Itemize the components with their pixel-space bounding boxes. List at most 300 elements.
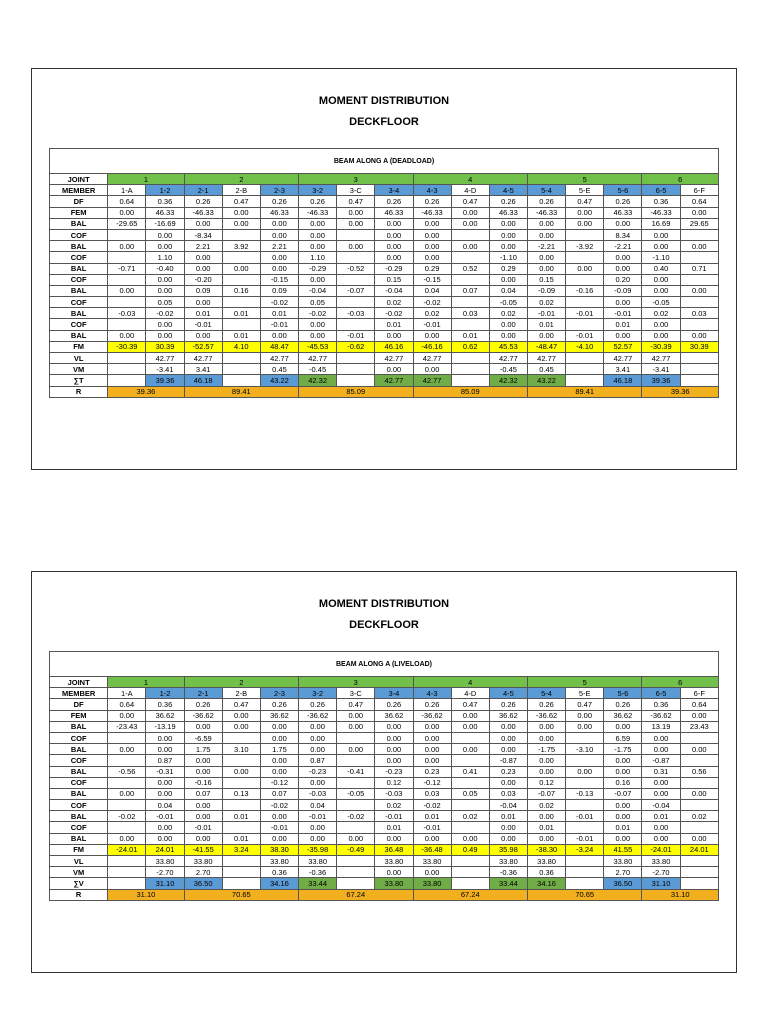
cell: 0.00 [413, 218, 451, 229]
cell: 0.00 [680, 330, 718, 341]
row-label: BAL [50, 218, 108, 229]
cell: -2.21 [527, 241, 565, 252]
cell: 0.00 [489, 732, 527, 743]
cell: -0.02 [337, 811, 375, 822]
cell: 0.00 [680, 710, 718, 721]
cell [108, 229, 146, 240]
reaction-value: 31.10 [642, 889, 719, 900]
reaction-value: 89.41 [527, 386, 641, 397]
cell [680, 229, 718, 240]
joint-6: 6 [642, 174, 719, 185]
cell: -0.02 [260, 297, 298, 308]
cell: 0.00 [260, 252, 298, 263]
cell: 0.87 [146, 755, 184, 766]
member-2-b: 2-B [222, 185, 260, 196]
cell: -0.02 [299, 308, 337, 319]
cell: 33.80 [604, 856, 642, 867]
cell: 0.01 [604, 319, 642, 330]
cell: 2.70 [604, 867, 642, 878]
cell [451, 822, 489, 833]
cell: 0.00 [146, 744, 184, 755]
row-label: VM [50, 364, 108, 375]
moment-table [49, 148, 719, 398]
cell: 4.10 [222, 341, 260, 352]
cell [566, 274, 604, 285]
cell: 42.77 [527, 353, 565, 364]
row-label: VM [50, 867, 108, 878]
cell: 0.23 [413, 766, 451, 777]
cell [451, 375, 489, 386]
row-label: BAL [50, 308, 108, 319]
member-3-4: 3-4 [375, 185, 413, 196]
cell [566, 822, 604, 833]
row-label: DF [50, 699, 108, 710]
member-4-d: 4-D [451, 185, 489, 196]
cell: 0.40 [642, 263, 680, 274]
cell: -41.55 [184, 844, 222, 855]
cell: 0.00 [566, 207, 604, 218]
cell: 0.00 [184, 252, 222, 263]
cell: -0.71 [108, 263, 146, 274]
cell: 0.01 [222, 811, 260, 822]
member-5-6: 5-6 [604, 688, 642, 699]
cell: 0.26 [413, 699, 451, 710]
cell: 0.12 [527, 777, 565, 788]
cell: -0.03 [299, 788, 337, 799]
cell: 6.59 [604, 732, 642, 743]
cell: 0.00 [604, 766, 642, 777]
cell: 0.62 [451, 341, 489, 352]
cell: 46.33 [375, 207, 413, 218]
cell [337, 364, 375, 375]
deadload-panel [31, 68, 737, 470]
cell: 42.77 [489, 353, 527, 364]
table-title: BEAM ALONG A (DEADLOAD) [50, 149, 719, 174]
cell: 46.33 [146, 207, 184, 218]
cell: -0.45 [489, 364, 527, 375]
cell: 0.87 [299, 755, 337, 766]
cell: 0.00 [108, 710, 146, 721]
cell [108, 297, 146, 308]
cell: 0.01 [642, 811, 680, 822]
cell: -0.01 [184, 822, 222, 833]
cell [222, 274, 260, 285]
cell: -0.09 [527, 285, 565, 296]
cell: 0.00 [222, 207, 260, 218]
member-4-5: 4-5 [489, 185, 527, 196]
joint-row [50, 677, 719, 688]
cell: 0.00 [489, 229, 527, 240]
cell: 0.15 [375, 274, 413, 285]
cell [337, 252, 375, 263]
cell: 0.01 [527, 822, 565, 833]
cell: -36.62 [413, 710, 451, 721]
cell: 0.45 [527, 364, 565, 375]
cell: 0.00 [489, 330, 527, 341]
cell: 0.15 [527, 274, 565, 285]
cell: 0.00 [299, 218, 337, 229]
member-4-d: 4-D [451, 688, 489, 699]
cell: -0.05 [642, 297, 680, 308]
cell: 0.02 [527, 800, 565, 811]
cell: 0.00 [642, 274, 680, 285]
cell: 0.00 [260, 263, 298, 274]
cell: 39.36 [146, 375, 184, 386]
cell [108, 364, 146, 375]
cell: 0.00 [642, 822, 680, 833]
cell: -0.62 [337, 341, 375, 352]
cell: 3.24 [222, 844, 260, 855]
cell: 0.00 [489, 218, 527, 229]
cell: -48.47 [527, 341, 565, 352]
cell: 33.44 [299, 878, 337, 889]
cell: 0.00 [299, 777, 337, 788]
cell [222, 777, 260, 788]
cell: 43.22 [527, 375, 565, 386]
cell: 0.07 [451, 285, 489, 296]
cell: 0.00 [527, 229, 565, 240]
cell: 0.00 [604, 755, 642, 766]
cell: -35.98 [299, 844, 337, 855]
cell: 0.00 [413, 744, 451, 755]
cell: -0.56 [108, 766, 146, 777]
cell: 42.32 [299, 375, 337, 386]
cell: -0.01 [260, 822, 298, 833]
cell: -3.41 [642, 364, 680, 375]
cell [566, 867, 604, 878]
cell [680, 822, 718, 833]
row-df [50, 196, 719, 207]
row-bal [50, 308, 719, 319]
cell: -52.57 [184, 341, 222, 352]
cell: 0.00 [184, 766, 222, 777]
cell: 36.62 [146, 710, 184, 721]
cell: 0.04 [489, 285, 527, 296]
cell: 0.00 [146, 822, 184, 833]
cell [451, 732, 489, 743]
cell: 0.01 [489, 811, 527, 822]
cell: 0.00 [489, 833, 527, 844]
cell: 0.00 [184, 330, 222, 341]
member-4-3: 4-3 [413, 688, 451, 699]
table-title: BEAM ALONG A (LIVELOAD) [50, 652, 719, 677]
row-bal [50, 721, 719, 732]
cell: -0.07 [604, 788, 642, 799]
row-label: COF [50, 755, 108, 766]
cell: 0.00 [299, 732, 337, 743]
cell: 0.00 [337, 744, 375, 755]
row-v [50, 878, 719, 889]
cell [222, 800, 260, 811]
cell: 0.00 [146, 241, 184, 252]
cell: 0.00 [680, 285, 718, 296]
cell: -0.04 [375, 285, 413, 296]
cell: 0.16 [604, 777, 642, 788]
cell: 0.00 [299, 833, 337, 844]
cell: 0.26 [604, 196, 642, 207]
cell [222, 867, 260, 878]
cell: 0.00 [451, 833, 489, 844]
cell: 0.03 [489, 788, 527, 799]
row-t [50, 375, 719, 386]
cell: 0.64 [680, 196, 718, 207]
row-df [50, 699, 719, 710]
cell: 36.48 [375, 844, 413, 855]
cell: 2.21 [260, 241, 298, 252]
cell [108, 867, 146, 878]
panel-subtitle: DECKFLOOR [349, 116, 419, 128]
joint-5: 5 [527, 677, 641, 688]
cell: 0.00 [375, 755, 413, 766]
row-label: BAL [50, 721, 108, 732]
cell: 31.10 [642, 878, 680, 889]
cell: 0.00 [413, 833, 451, 844]
cell: 0.00 [184, 833, 222, 844]
cell: 0.00 [642, 241, 680, 252]
cell [108, 777, 146, 788]
cell: 0.00 [527, 755, 565, 766]
cell: 0.00 [604, 252, 642, 263]
cell: 0.47 [451, 699, 489, 710]
cell: -0.02 [108, 811, 146, 822]
cell: 45.53 [489, 341, 527, 352]
cell: 0.00 [146, 285, 184, 296]
cell: 0.00 [604, 330, 642, 341]
cell: 0.00 [489, 241, 527, 252]
cell: -30.39 [642, 341, 680, 352]
member-label: MEMBER [50, 688, 108, 699]
member-6-f: 6-F [680, 185, 718, 196]
cell: -0.03 [337, 308, 375, 319]
cell [337, 777, 375, 788]
cell: 0.00 [413, 241, 451, 252]
row-cof [50, 800, 719, 811]
cell: 42.77 [375, 375, 413, 386]
cell: 0.00 [642, 777, 680, 788]
cell: 41.55 [604, 844, 642, 855]
cell: 0.00 [642, 732, 680, 743]
cell: -36.48 [413, 844, 451, 855]
cell: 0.01 [184, 308, 222, 319]
cell: -0.02 [413, 800, 451, 811]
cell: 46.18 [604, 375, 642, 386]
cell: 0.00 [146, 788, 184, 799]
cell: -0.41 [337, 766, 375, 777]
joint-1: 1 [108, 677, 184, 688]
cell: -0.04 [642, 800, 680, 811]
cell: -0.40 [146, 263, 184, 274]
cell: 0.45 [260, 364, 298, 375]
cell: -1.10 [642, 252, 680, 263]
cell: 33.80 [642, 856, 680, 867]
cell: 13.19 [642, 721, 680, 732]
cell: -0.12 [260, 777, 298, 788]
joint-6: 6 [642, 677, 719, 688]
cell: -0.87 [642, 755, 680, 766]
row-cof [50, 297, 719, 308]
cell [337, 856, 375, 867]
cell [337, 297, 375, 308]
cell: 0.05 [451, 788, 489, 799]
cell: 0.00 [527, 218, 565, 229]
cell: 0.00 [108, 788, 146, 799]
cell [566, 229, 604, 240]
cell [108, 375, 146, 386]
cell: 0.09 [184, 285, 222, 296]
cell [566, 800, 604, 811]
cell: 0.47 [451, 196, 489, 207]
cell: -4.10 [566, 341, 604, 352]
cell: 0.00 [375, 721, 413, 732]
cell: 0.00 [451, 721, 489, 732]
cell: 0.01 [260, 308, 298, 319]
cell: 0.00 [680, 833, 718, 844]
cell: 42.77 [413, 375, 451, 386]
cell [680, 252, 718, 263]
cell: 0.23 [489, 766, 527, 777]
cell: 0.26 [299, 699, 337, 710]
cell: 0.00 [527, 732, 565, 743]
cell: 0.00 [184, 811, 222, 822]
reaction-value: 85.09 [299, 386, 413, 397]
cell: 33.80 [413, 856, 451, 867]
member-3-2: 3-2 [299, 688, 337, 699]
cell: 0.26 [413, 196, 451, 207]
cell: 0.00 [527, 263, 565, 274]
cell: -0.02 [146, 308, 184, 319]
cell: 0.00 [642, 229, 680, 240]
cell: 0.52 [451, 263, 489, 274]
reaction-value: 89.41 [184, 386, 298, 397]
cell: -0.04 [299, 285, 337, 296]
cell: 0.00 [604, 218, 642, 229]
row-label: COF [50, 252, 108, 263]
cell: 0.00 [451, 744, 489, 755]
cell: 2.21 [184, 241, 222, 252]
cell: 0.00 [108, 744, 146, 755]
cell: 0.00 [566, 710, 604, 721]
cell: 0.00 [566, 721, 604, 732]
cell [108, 732, 146, 743]
cell: 0.04 [299, 800, 337, 811]
cell: -36.62 [642, 710, 680, 721]
cell: -0.01 [260, 319, 298, 330]
cell: 0.00 [184, 218, 222, 229]
cell: 0.00 [222, 766, 260, 777]
cell: 0.00 [604, 811, 642, 822]
cell: -2.21 [604, 241, 642, 252]
cell: 0.13 [222, 788, 260, 799]
cell: 0.00 [375, 364, 413, 375]
cell: -3.24 [566, 844, 604, 855]
reaction-value: 39.36 [642, 386, 719, 397]
member-3-2: 3-2 [299, 185, 337, 196]
cell [566, 777, 604, 788]
row-label: BAL [50, 766, 108, 777]
cell: 0.00 [642, 744, 680, 755]
row-fm [50, 341, 719, 352]
reaction-label: R [50, 386, 108, 397]
cell: 0.00 [337, 721, 375, 732]
row-label: COF [50, 319, 108, 330]
row-label: BAL [50, 833, 108, 844]
cell: -3.41 [146, 364, 184, 375]
cell: 0.26 [375, 699, 413, 710]
row-label: COF [50, 800, 108, 811]
cell: 0.00 [337, 218, 375, 229]
cell: 0.00 [604, 833, 642, 844]
cell [451, 364, 489, 375]
joint-label: JOINT [50, 677, 108, 688]
cell: 2.70 [184, 867, 222, 878]
cell [680, 755, 718, 766]
cell: -0.52 [337, 263, 375, 274]
liveload-panel [31, 571, 737, 973]
reaction-value: 85.09 [413, 386, 527, 397]
cell: -24.01 [642, 844, 680, 855]
cell: -0.45 [299, 364, 337, 375]
cell: 30.39 [146, 341, 184, 352]
member-2-1: 2-1 [184, 185, 222, 196]
cell [337, 229, 375, 240]
cell [451, 274, 489, 285]
cell: 0.00 [489, 744, 527, 755]
cell [680, 867, 718, 878]
cell: 3.41 [604, 364, 642, 375]
joint-1: 1 [108, 174, 184, 185]
cell: 0.00 [146, 732, 184, 743]
member-4-5: 4-5 [489, 688, 527, 699]
cell: 0.01 [375, 822, 413, 833]
cell: 0.00 [260, 721, 298, 732]
row-vm [50, 867, 719, 878]
cell: 0.00 [489, 777, 527, 788]
member-2-3: 2-3 [260, 185, 298, 196]
cell: -0.02 [375, 308, 413, 319]
cell: -0.01 [566, 308, 604, 319]
cell: -23.43 [108, 721, 146, 732]
cell: -30.39 [108, 341, 146, 352]
cell [222, 822, 260, 833]
cell [680, 353, 718, 364]
cell: 42.32 [489, 375, 527, 386]
cell [566, 319, 604, 330]
cell: -46.33 [184, 207, 222, 218]
cell: 0.36 [260, 867, 298, 878]
cell: 36.62 [375, 710, 413, 721]
cell: 0.00 [260, 330, 298, 341]
cell: 0.00 [375, 252, 413, 263]
cell: 0.00 [489, 822, 527, 833]
cell: 0.00 [451, 218, 489, 229]
table-title-row [50, 652, 719, 677]
cell [566, 297, 604, 308]
member-row [50, 185, 719, 196]
member-5-e: 5-E [566, 688, 604, 699]
cell: 0.00 [375, 744, 413, 755]
joint-2: 2 [184, 174, 298, 185]
cell: 0.71 [680, 263, 718, 274]
cell: 0.01 [413, 811, 451, 822]
cell: -0.01 [184, 319, 222, 330]
cell: 0.00 [375, 330, 413, 341]
cell: 0.02 [375, 297, 413, 308]
reaction-value: 31.10 [108, 889, 184, 900]
cell: 36.50 [604, 878, 642, 889]
cell: 0.47 [222, 196, 260, 207]
cell: 0.00 [146, 274, 184, 285]
cell: 33.80 [375, 856, 413, 867]
